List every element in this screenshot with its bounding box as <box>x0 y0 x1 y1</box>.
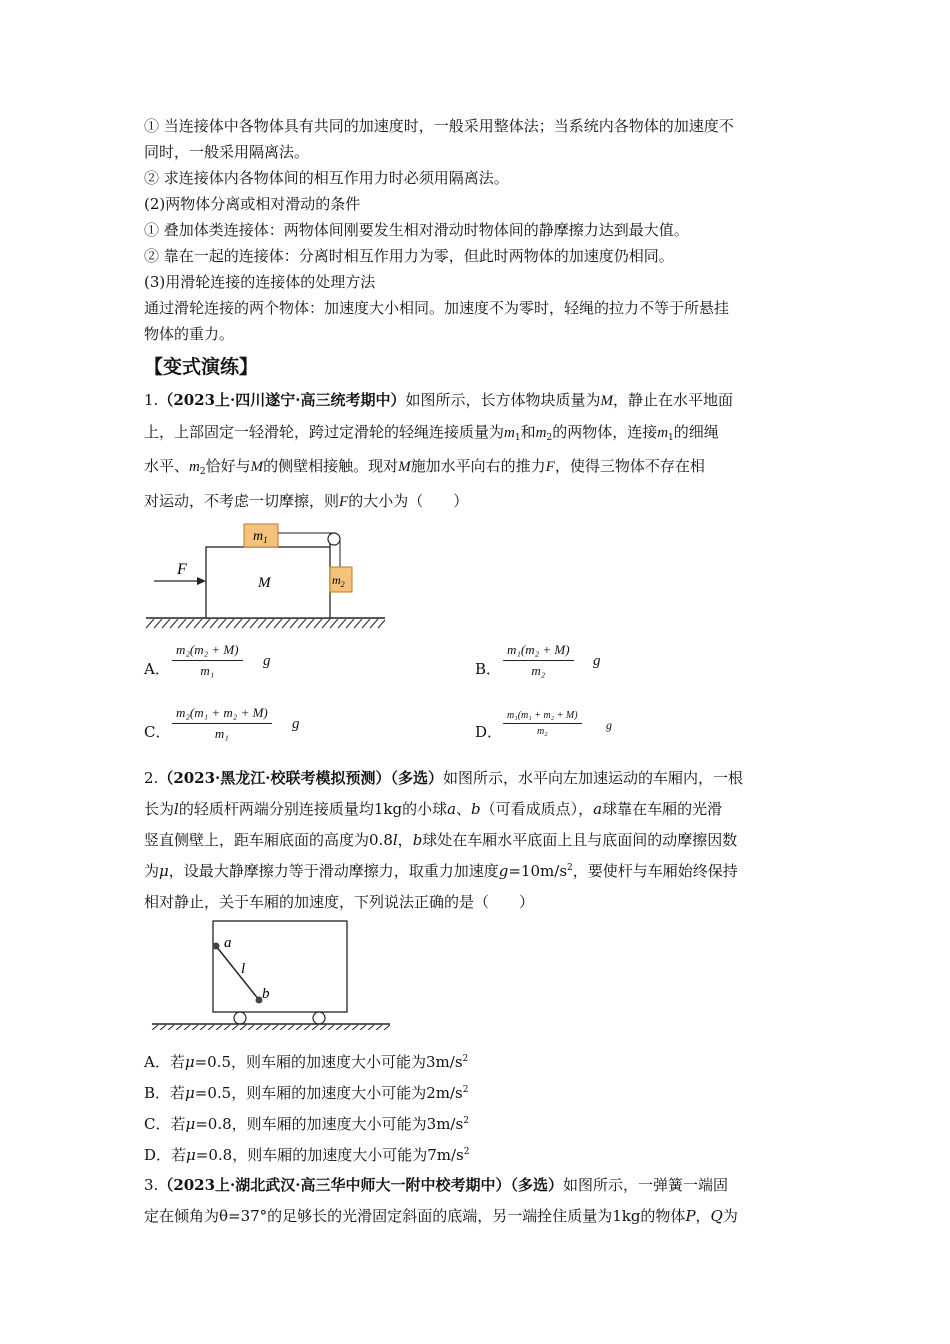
q1-sub: 1 <box>514 433 521 443</box>
q1-text: 的两物体，连接 <box>552 423 658 441</box>
q1-text: 和 <box>520 423 536 441</box>
note-line-2: 同时，一般采用隔离法。 <box>144 143 310 161</box>
q3-line-1 <box>144 1174 728 1195</box>
option-label: D．若 <box>144 1146 187 1164</box>
q1-option-B-g: g <box>593 653 601 669</box>
option-sup: 2 <box>463 1147 470 1157</box>
q2-text: 长为 <box>144 800 175 818</box>
q2-multi-tag: （多选） <box>390 769 444 787</box>
note-line-3: ② 求连接体内各物体间的相互作用力时必须用隔离法。 <box>144 169 509 187</box>
q2-sym: b <box>471 800 481 818</box>
ball-a-label: a <box>224 935 232 951</box>
fraction-denominator: m₁ <box>200 663 215 678</box>
note-line-1: ① 当连接体中各物体具有共同的加速度时，一般采用整体法；当系统内各物体的加速度不 <box>144 117 734 135</box>
q1-figure <box>140 518 390 630</box>
q2-line-3 <box>144 829 737 850</box>
force-arrowhead <box>197 577 206 585</box>
q2-source: （2023·黑龙江·校联考模拟预测） <box>158 769 391 787</box>
q1-sym-M: M <box>600 393 614 409</box>
option-label: A．若 <box>144 1053 185 1071</box>
q2-text: ， <box>397 831 413 849</box>
fraction-bar <box>172 723 272 724</box>
track-hatch <box>152 1024 390 1030</box>
q2-sup: 2 <box>567 863 573 873</box>
q2-sym: μ <box>159 862 169 880</box>
q2-text: 竖直侧壁上，距车厢底面的高度为0.8 <box>144 831 393 849</box>
q3-number: 3. <box>144 1176 159 1194</box>
option-label: C．若 <box>144 1115 186 1133</box>
q2-option-A[interactable] <box>144 1051 468 1072</box>
option-sup: 2 <box>463 1116 469 1126</box>
q1-option-A-g: g <box>263 653 271 669</box>
q1-option-D-g: g <box>606 718 612 732</box>
option-sup: 2 <box>462 1054 469 1064</box>
q3-text: 为 <box>722 1207 738 1225</box>
q2-text: 的轻质杆两端分别连接质量均1kg的小球 <box>178 800 448 818</box>
fraction-bar <box>503 660 574 661</box>
q1-text: 如图所示，长方体物块质量为 <box>405 391 601 409</box>
section-title: 【变式演练】 <box>144 356 259 378</box>
q1-text: 上，上部固定一轻滑轮，跨过定滑轮的轻绳连接质量为 <box>144 423 505 441</box>
q1-text: ，使得三物体不存在相 <box>554 457 705 475</box>
q2-line-2 <box>144 798 722 819</box>
q1-option-B-label[interactable]: B． <box>475 660 502 678</box>
block-m2-label: $m_2$ <box>332 573 345 589</box>
q1-text: 的大小为（ ） <box>348 492 469 510</box>
q2-line-5: 相对静止，关于车厢的加速度，下列说法正确的是（ ） <box>144 893 535 911</box>
fraction-denominator: m₂ <box>531 663 546 678</box>
q2-option-D[interactable] <box>144 1144 469 1165</box>
q2-text: 如图所示，水平向左加速运动的车厢内，一根 <box>443 769 744 787</box>
q2-sym: l <box>174 800 179 818</box>
ball-b-label: b <box>262 986 270 1002</box>
q1-text: ，静止在水平地面 <box>613 391 734 409</box>
q1-sym-m2: m <box>189 459 200 475</box>
q2-number: 2. <box>144 769 159 787</box>
q2-option-B[interactable] <box>144 1082 468 1103</box>
ground-hatch <box>146 618 385 628</box>
option-mu: μ <box>185 1084 195 1102</box>
option-text: =0.5，则车厢的加速度大小可能为3m/s <box>194 1053 463 1071</box>
q2-text: ，要使杆与车厢始终保持 <box>572 862 738 880</box>
q1-option-A-label[interactable]: A． <box>144 660 170 678</box>
q1-option-D-label[interactable]: D． <box>475 723 503 741</box>
q1-sub: 1 <box>668 433 674 443</box>
wheel-left <box>234 1012 246 1024</box>
q3-sym: P <box>685 1207 696 1225</box>
q2-option-C[interactable] <box>144 1113 469 1134</box>
q1-text: 的细绳 <box>673 423 719 441</box>
force-label: F <box>177 561 187 578</box>
q3-line-2 <box>144 1205 738 1226</box>
rod-label: l <box>241 961 246 977</box>
q3-text: 定在倾角为θ=37°的足够长的光滑固定斜面的底端，另一端拴住质量为1kg的物体 <box>144 1207 686 1225</box>
q1-sym-m1: m <box>504 425 515 441</box>
q3-source: （2023上·湖北武汉·高三华中师大一附中校考期中） <box>158 1176 511 1194</box>
block-m1-label: $m_1$ <box>253 529 268 545</box>
option-mu: μ <box>184 1053 195 1071</box>
fraction-numerator: m₁(m₁ + m₂ + M) <box>507 710 578 721</box>
q3-sym: Q <box>710 1207 723 1225</box>
q1-text: 水平、 <box>144 457 190 475</box>
q1-sym-m1: m <box>657 425 669 441</box>
q1-sym-m2: m <box>535 425 547 441</box>
q1-option-C-fraction <box>172 705 272 742</box>
q2-line-4 <box>144 860 738 881</box>
fraction-numerator: m₂(m₂ + M) <box>176 642 239 657</box>
q2-text: 为 <box>144 862 160 880</box>
q2-sym: g <box>498 862 509 880</box>
q1-sym-M: M <box>398 459 411 475</box>
ball-a <box>213 943 220 950</box>
q1-option-D-fraction <box>503 710 582 737</box>
pulley <box>328 533 340 545</box>
fraction-numerator: m₂(m₁ + m₂ + M) <box>176 705 268 720</box>
q1-sub: 2 <box>546 433 553 443</box>
q1-line-1 <box>144 389 733 410</box>
note-line-4: (2)两物体分离或相对滑动的条件 <box>144 195 361 213</box>
q2-line-1 <box>144 767 743 788</box>
option-label: B．若 <box>144 1084 186 1102</box>
q3-text: ， <box>695 1207 711 1225</box>
q2-sym: a <box>447 800 457 818</box>
note-line-8: 通过滑轮连接的两个物体：加速度大小相同。加速度不为零时，轻绳的拉力不等于所悬挂 <box>144 299 730 317</box>
note-line-6: ② 靠在一起的连接体：分离时相互作用力为零，但此时两物体的加速度仍相同。 <box>144 247 674 265</box>
option-mu: μ <box>185 1115 196 1133</box>
q1-sym-F: F <box>339 494 349 510</box>
q1-line-2 <box>144 421 719 443</box>
q2-text: =10m/s <box>508 862 568 880</box>
q2-text: （可看成质点）， <box>480 800 594 818</box>
note-line-5: ① 叠加体类连接体：两物体间刚要发生相对滑动时物体间的静摩擦力达到最大值。 <box>144 221 689 239</box>
q1-option-B-fraction <box>503 642 574 679</box>
note-line-7: (3)用滑轮连接的连接体的处理方法 <box>144 273 376 291</box>
q1-number: 1. <box>144 391 159 409</box>
fraction-denominator: m₁ <box>214 726 229 741</box>
fraction-numerator: m₁(m₂ + M) <box>507 642 570 657</box>
q1-sym-F: F <box>545 459 555 475</box>
q1-text: 施加水平向右的推力 <box>410 457 546 475</box>
q1-line-3 <box>144 455 705 477</box>
q3-multi-tag: （多选） <box>510 1176 564 1194</box>
q1-option-C-g: g <box>292 716 300 732</box>
q1-option-A-fraction <box>172 642 243 679</box>
q2-text: 球处在车厢水平底面上且与底面间的动摩擦因数 <box>422 831 738 849</box>
option-text: =0.8，则车厢的加速度大小可能为7m/s <box>195 1146 464 1164</box>
option-text: =0.5，则车厢的加速度大小可能为2m/s <box>194 1084 463 1102</box>
q1-source: （2023上·四川遂宁·高三统考期中） <box>158 391 406 409</box>
q1-text: 恰好与 <box>205 457 251 475</box>
option-sup: 2 <box>462 1085 469 1095</box>
q2-text: 、 <box>456 800 472 818</box>
q1-sym-M: M <box>250 459 264 475</box>
fraction-bar <box>503 723 582 724</box>
block-M-label: M <box>258 575 271 591</box>
q1-option-C-label[interactable]: C． <box>144 723 171 741</box>
q1-text: 的侧壁相接触。现对 <box>263 457 399 475</box>
fraction-bar <box>172 660 243 661</box>
q2-text: 球靠在车厢的光滑 <box>602 800 723 818</box>
q2-sym: a <box>593 800 603 818</box>
q2-sym: l <box>392 831 398 849</box>
q2-text: ，设最大静摩擦力等于滑动摩擦力，取重力加速度 <box>168 862 499 880</box>
q1-text: 对运动，不考虑一切摩擦，则 <box>144 492 340 510</box>
q1-line-4 <box>144 490 468 511</box>
note-line-9: 物体的重力。 <box>144 325 235 343</box>
q3-text: 如图所示，一弹簧一端固 <box>563 1176 729 1194</box>
q2-sym: b <box>412 831 423 849</box>
fraction-denominator: m₂ <box>536 726 548 737</box>
option-text: =0.8，则车厢的加速度大小可能为3m/s <box>195 1115 464 1133</box>
q1-sub: 2 <box>199 467 206 477</box>
q2-figure <box>148 918 394 1030</box>
option-mu: μ <box>186 1146 196 1164</box>
wheel-right <box>313 1012 325 1024</box>
